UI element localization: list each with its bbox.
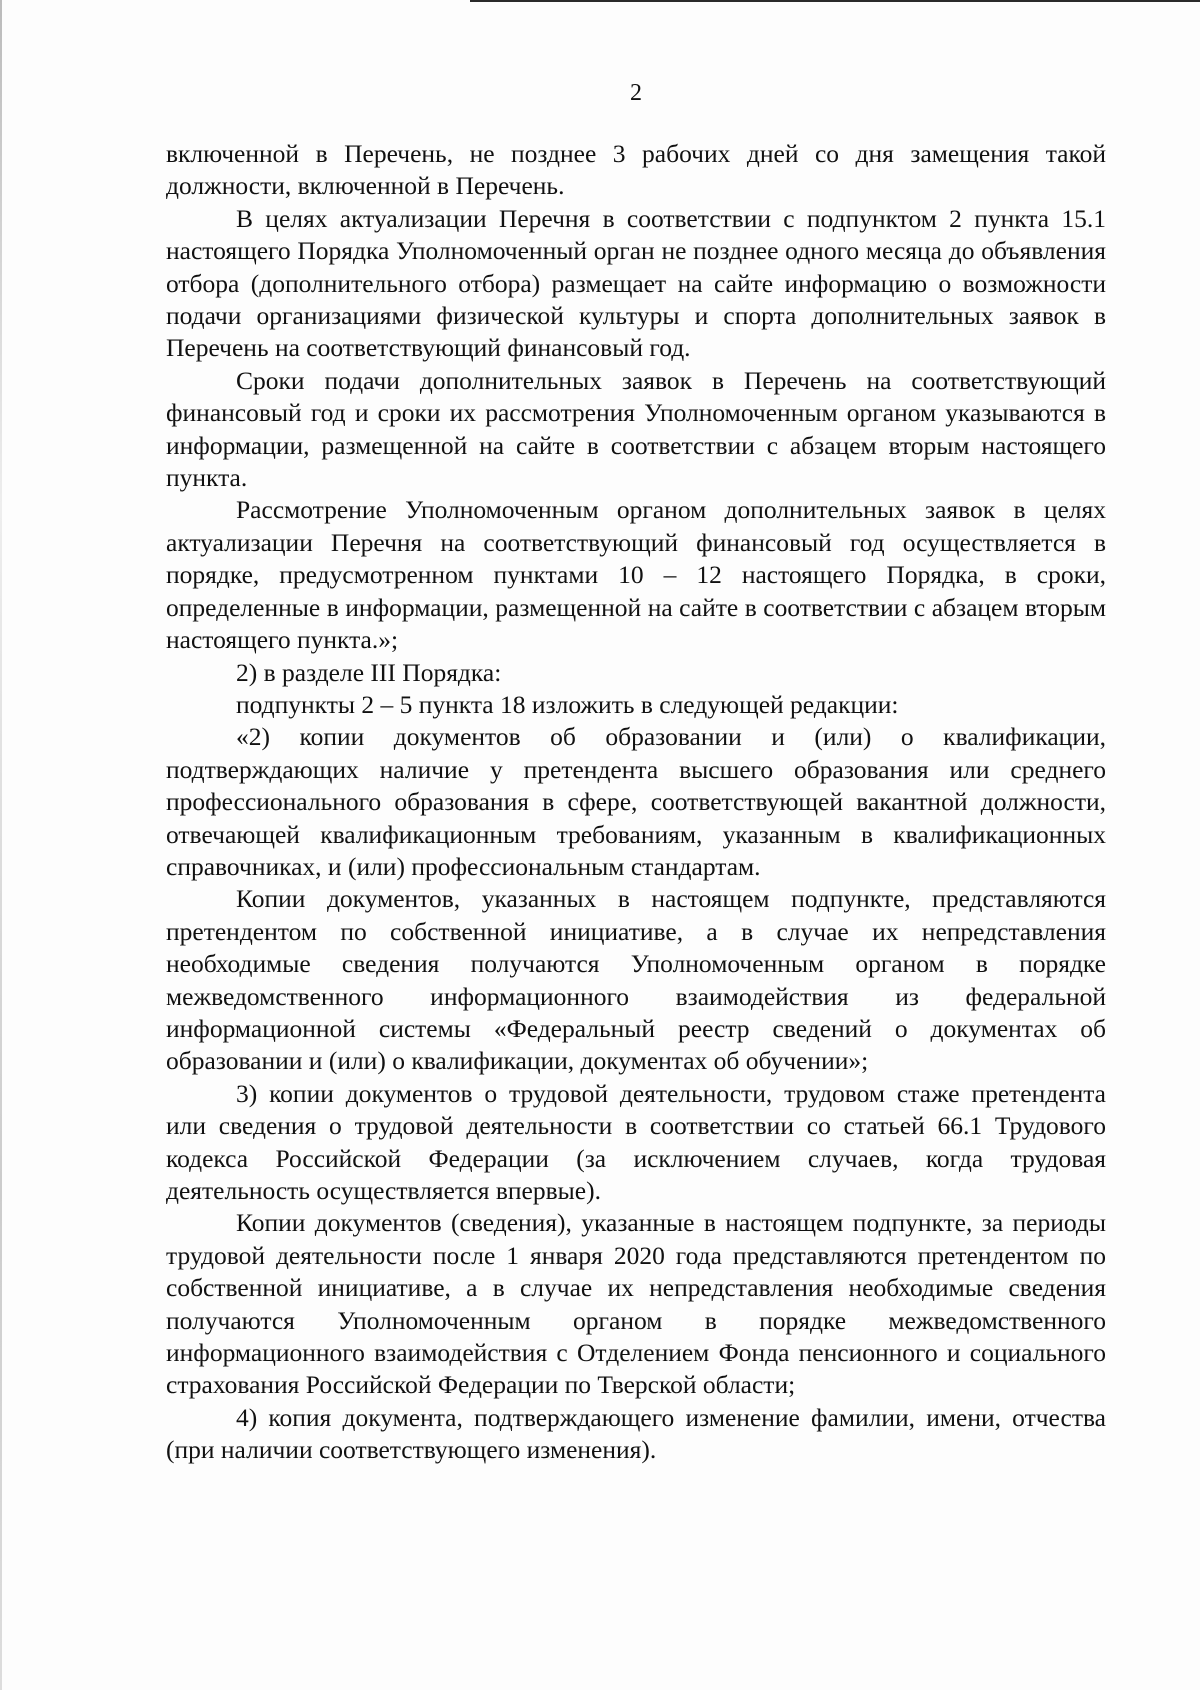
paragraph: Копии документов, указанных в настоящем подпункте, представляются претендентом по собственной инициативе, а в случае их непредставления необходимые сведения получаются Уполномоченным органом в порядке межведомственного информационного взаимодействия из федеральной информационной системы «Федеральный реестр сведений о документах об образовании и (или) о квалификации, документах об обучении»;	[166, 884, 1106, 1076]
paragraph: подпункты 2 – 5 пункта 18 изложить в следующей редакции:	[236, 689, 899, 719]
scan-edge-line	[470, 0, 1200, 2]
paragraph: включенной в Перечень, не позднее 3 рабочих дней со дня замещения такой должности, включенной в Перечень.	[166, 139, 1106, 201]
paragraph: 3) копии документов о трудовой деятельности, трудовом стаже претендента или сведения о трудовой деятельности в соответствии со статьей 66.1 Трудового кодекса Российской Федерации (за исключением случаев, когда трудовая деятельность осуществляется впервые).	[166, 1078, 1106, 1205]
paragraph: В целях актуализации Перечня в соответствии с подпунктом 2 пункта 15.1 настоящего Порядка Уполномоченный орган не позднее одного месяца до объявления отбора (дополнительного отбора) размещает на сайте информацию о возможности подачи организациями физической культуры и спорта дополнительных заявок в Перечень на соответствующий финансовый год.	[166, 203, 1106, 363]
paragraph: «2) копии документов об образовании и (или) о квалификации, подтверждающих наличие у претендента высшего образования или среднего профессионального образования в сфере, соответствующей вакантной должности, отвечающей квалификационным требованиям, указанным в квалификационных справочниках, и (или) профессиональным стандартам.	[166, 722, 1106, 881]
page-number: 2	[630, 80, 642, 106]
paragraph: 4) копия документа, подтверждающего изменение фамилии, имени, отчества (при наличии соответствующего изменения).	[166, 1402, 1106, 1465]
scan-left-border	[0, 0, 2, 1690]
paragraph: 2) в разделе III Порядка:	[236, 657, 502, 687]
paragraph: Рассмотрение Уполномоченным органом дополнительных заявок в целях актуализации Перечня на соответствующий финансовый год осуществляется в порядке, предусмотренном пунктами 10 – 12 настоящего Порядка, в сроки, определенные в информации, размещенной на сайте в соответствии с абзацем вторым настоящего пункта.»;	[166, 495, 1106, 655]
document-body	[166, 138, 1106, 1467]
paragraph: Копии документов (сведения), указанные в настоящем подпункте, за периоды трудовой деятельности после 1 января 2020 года представляются претендентом по собственной инициативе, а в случае их непредставления необходимые сведения получаются Уполномоченным органом в порядке межведомственного информационного взаимодействия с Отделением Фонда пенсионного и социального страхования Российской Федерации по Тверской области;	[166, 1208, 1106, 1400]
paragraph: Сроки подачи дополнительных заявок в Перечень на соответствующий финансовый год и сроки их рассмотрения Уполномоченным органом указываются в информации, размещенной на сайте в соответствии с абзацем вторым настоящего пункта.	[166, 365, 1106, 493]
